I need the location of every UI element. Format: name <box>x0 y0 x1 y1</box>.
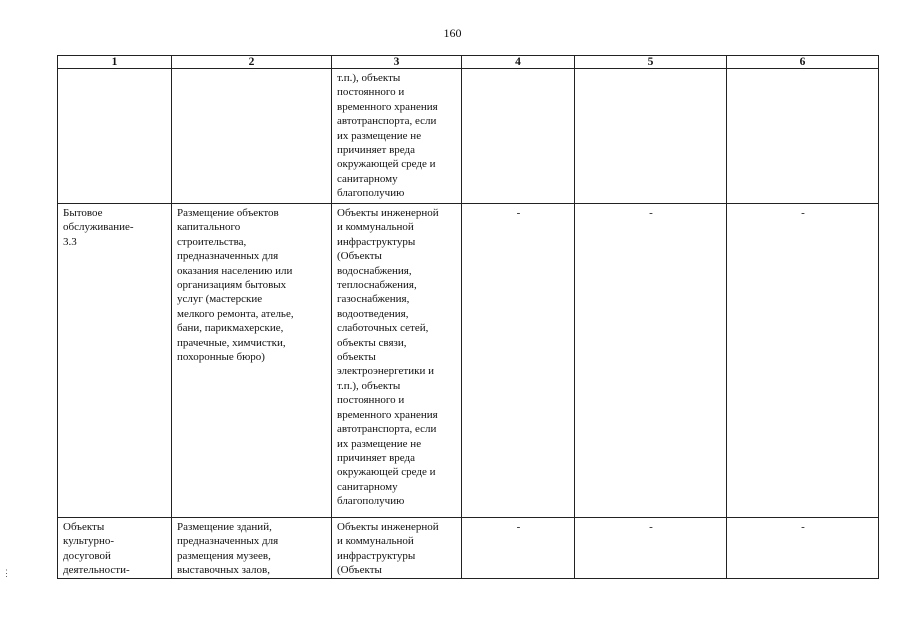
cell-description: Размещение объектов капитального строительства, предназначенных для оказания населению или организациям бытовых услуг (мастерские мелкого ремонта, ателье, бани, парикмахерские, прачечные, химчистки, похоронные бюро) <box>172 204 332 518</box>
header-col-1: 1 <box>58 56 172 69</box>
cell-col-6 <box>727 69 879 204</box>
cell-use-type: Бытовое обслуживание- 3.3 <box>58 204 172 518</box>
table-row <box>58 69 879 204</box>
cell-col-5 <box>575 69 727 204</box>
header-col-2: 2 <box>172 56 332 69</box>
header-col-6: 6 <box>727 56 879 69</box>
table-row <box>58 204 879 518</box>
cell-col-6: - <box>727 204 879 518</box>
page-number: 160 <box>443 26 462 40</box>
cell-col-4 <box>462 69 575 204</box>
cell-col-5: - <box>575 204 727 518</box>
header-col-3: 3 <box>332 56 462 69</box>
cell-col-5: - <box>575 518 727 579</box>
cell-auxiliary-uses: Объекты инженерной и коммунальной инфраструктуры (Объекты водоснабжения, теплоснабжения, газоснабжения, водоотведения, слаботочных сетей, объекты связи, объекты электроэнергетики и т.п.), объекты постоянного и временного хранения автотранспорта, если их размещение не причиняет вреда окружающей среде и санитарному благополучию <box>332 204 462 518</box>
cell-col-4: - <box>462 204 575 518</box>
header-col-4: 4 <box>462 56 575 69</box>
header-row <box>58 56 879 69</box>
table-row <box>58 518 879 579</box>
cell-use-type <box>58 69 172 204</box>
cell-col-6: - <box>727 518 879 579</box>
cell-description <box>172 69 332 204</box>
header-col-5: 5 <box>575 56 727 69</box>
cell-use-type: Объекты культурно- досуговой деятельности- <box>58 518 172 579</box>
cell-auxiliary-uses: т.п.), объекты постоянного и временного хранения автотранспорта, если их размещение не причиняет вреда окружающей среде и санитарному благополучию <box>332 69 462 204</box>
regulations-table <box>57 55 879 579</box>
cell-auxiliary-uses: Объекты инженерной и коммунальной инфраструктуры (Объекты <box>332 518 462 579</box>
cell-col-4: - <box>462 518 575 579</box>
cell-description: Размещение зданий, предназначенных для размещения музеев, выставочных залов, <box>172 518 332 579</box>
scan-margin-mark: ⋮ <box>2 568 11 578</box>
